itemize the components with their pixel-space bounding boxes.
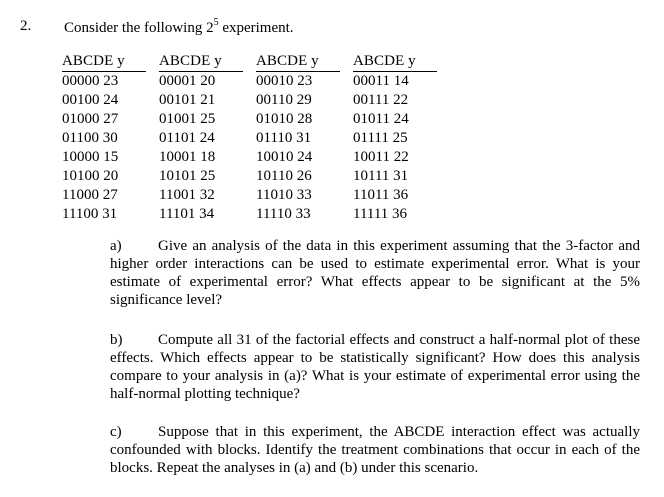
intro-text: Consider the following 2 — [64, 20, 214, 36]
table-row: 00110 29 — [256, 92, 312, 108]
table-row: 11100 31 — [62, 206, 118, 222]
table-row: 01110 31 — [256, 130, 312, 146]
table-row: 01100 30 — [62, 130, 118, 146]
part-b — [110, 331, 640, 403]
table-row: 11011 36 — [353, 187, 409, 203]
table-row: 01101 24 — [159, 130, 215, 146]
table-row: 01010 28 — [256, 111, 313, 127]
table-row: 11101 34 — [159, 206, 215, 222]
table-row: 01000 27 — [62, 111, 119, 127]
column-header: ABCDE y — [353, 52, 437, 72]
question-number: 2. — [20, 18, 32, 34]
table-row: 00001 20 — [159, 73, 216, 89]
part-label: b) — [110, 332, 123, 348]
table-row: 00010 23 — [256, 73, 313, 89]
intro-text-end: experiment. — [218, 20, 294, 36]
table-row: 00100 24 — [62, 92, 119, 108]
table-row: 10100 20 — [62, 168, 119, 184]
table-row: 00101 21 — [159, 92, 216, 108]
table-row: 11111 36 — [353, 206, 408, 222]
question-intro — [64, 18, 294, 37]
part-a — [110, 237, 640, 309]
table-row: 11110 33 — [256, 206, 311, 222]
table-row: 11001 32 — [159, 187, 215, 203]
table-row: 10101 25 — [159, 168, 216, 184]
table-column-4 — [353, 52, 437, 224]
part-text: Suppose that in this experiment, the ABCDE interaction effect was actually confounded with blocks. Identify the treatment combinations that occur in each of the blocks. Repeat the analyses in (a) and (b) under this scenario. — [110, 424, 640, 476]
table-row: 10010 24 — [256, 149, 313, 165]
table-row: 01111 25 — [353, 130, 408, 146]
part-label: a) — [110, 238, 122, 254]
table-row: 11000 27 — [62, 187, 118, 203]
table-row: 01011 24 — [353, 111, 409, 127]
table-row: 10011 22 — [353, 149, 409, 165]
table-row: 10111 31 — [353, 168, 409, 184]
part-text: Give an analysis of the data in this experiment assuming that the 3-factor and higher order interactions can be used to estimate experimental error. What is your estimate of experimental error? What effects appear to be significant at the 5% significance level? — [110, 238, 640, 308]
table-column-2 — [159, 52, 243, 224]
column-header: ABCDE y — [62, 52, 146, 72]
table-row: 01001 25 — [159, 111, 216, 127]
intro-superscript: 5 — [213, 17, 219, 28]
column-header: ABCDE y — [159, 52, 243, 72]
column-header: ABCDE y — [256, 52, 340, 72]
table-column-1 — [62, 52, 146, 224]
table-row: 10110 26 — [256, 168, 312, 184]
part-text: Compute all 31 of the factorial effects and construct a half-normal plot of these effects. Which effects appear to be statistically significant? How does this analysis compare to your analysis in (a)? What is your estimate of experimental error using the half-normal plotting technique? — [110, 332, 640, 402]
table-column-3 — [256, 52, 340, 224]
table-row: 00011 14 — [353, 73, 409, 89]
table-row: 00111 22 — [353, 92, 409, 108]
part-c — [110, 423, 640, 477]
part-label: c) — [110, 424, 122, 440]
table-row: 00000 23 — [62, 73, 119, 89]
table-row: 10000 15 — [62, 149, 119, 165]
table-row: 10001 18 — [159, 149, 216, 165]
table-row: 11010 33 — [256, 187, 312, 203]
